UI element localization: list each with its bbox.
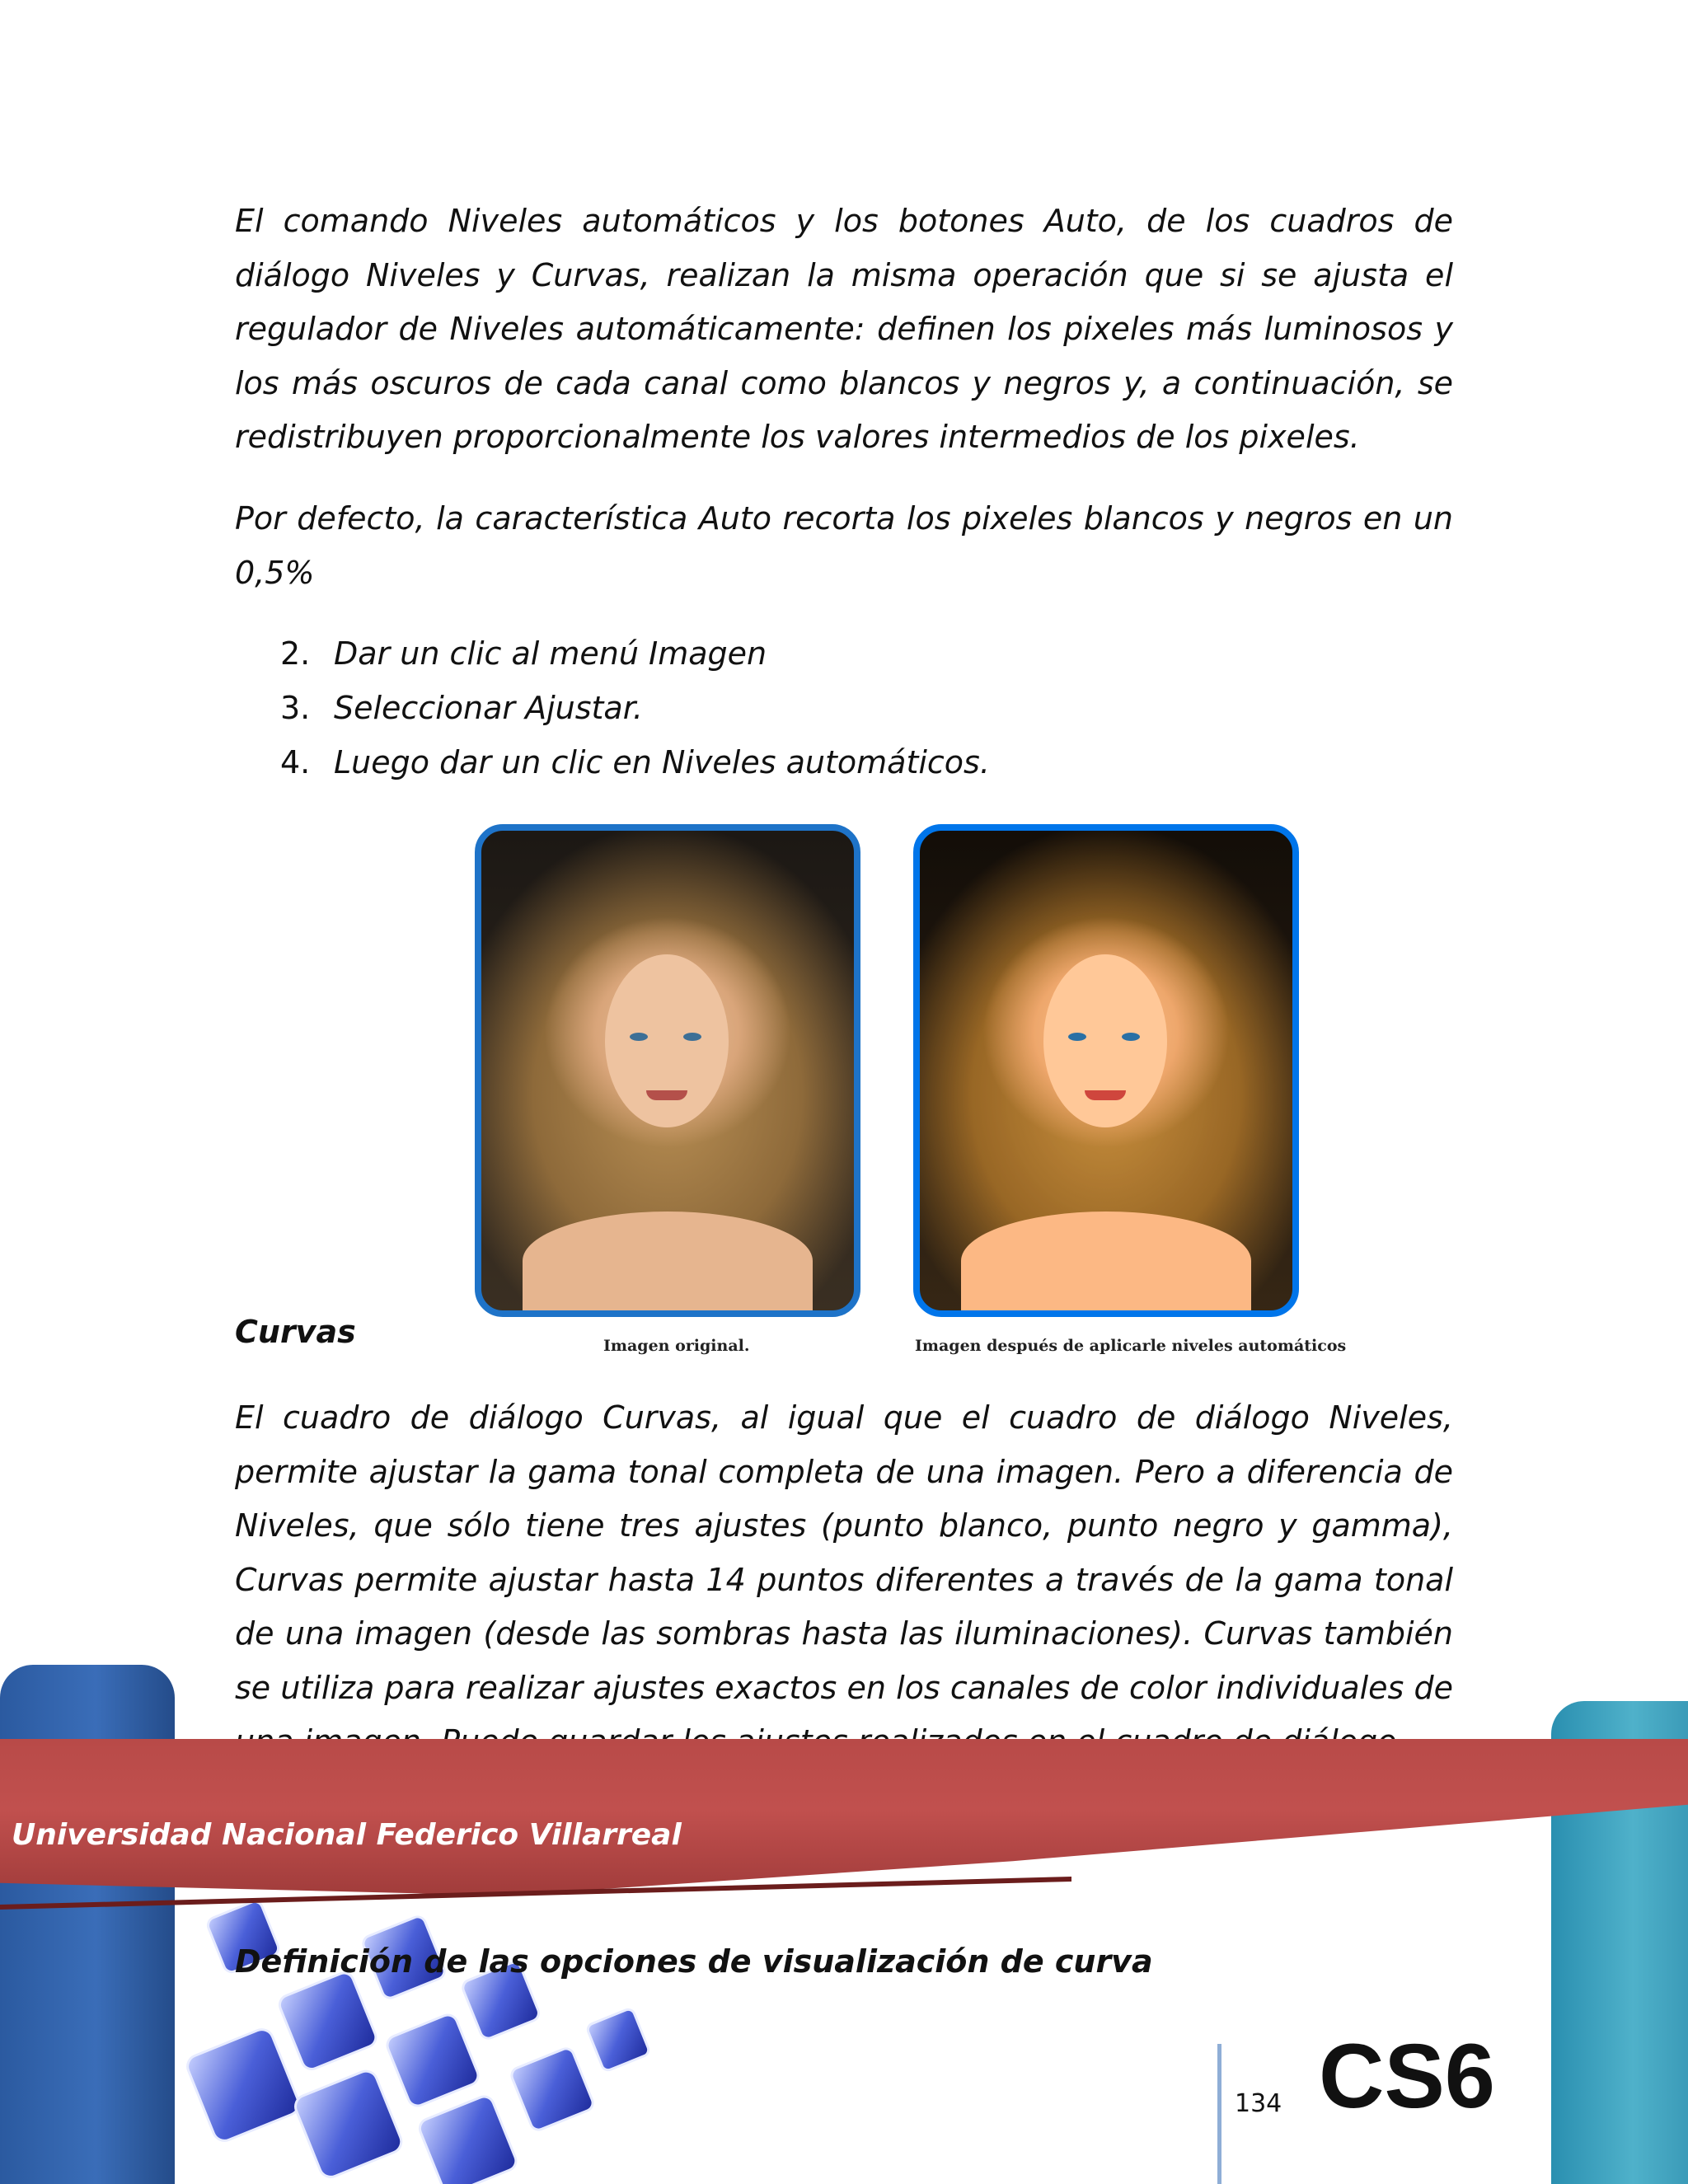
portrait-eye — [683, 1033, 701, 1041]
portrait-face — [1043, 954, 1167, 1127]
photo-original — [475, 824, 860, 1317]
list-item — [280, 681, 990, 735]
step-text: Seleccionar Ajustar. — [334, 690, 643, 726]
portrait-shoulders — [523, 1212, 813, 1310]
paragraph-auto-levels: El comando Niveles automáticos y los botones Auto, de los cuadros de diálogo Niveles y Curvas, realizan la misma operación que si se ajusta el regulador de Niveles automáticamente: definen los pixeles más luminosos y los más oscuros de cada canal como blancos y negros y, a continuación, se redistribuyen proporcionalmente los valores intermedios de los pixeles. — [235, 203, 1453, 455]
page-number: 134 — [1235, 2089, 1282, 2118]
photo-auto-levels — [913, 824, 1299, 1317]
paragraph-auto-clip: Por defecto, la característica Auto recorta los pixeles blancos y negros en un 0,5% — [235, 500, 1453, 591]
step-text: Luego dar un clic en Niveles automáticos. — [334, 744, 990, 780]
portrait-mouth — [646, 1090, 687, 1100]
steps-list — [280, 626, 990, 790]
caption-after: Imagen después de aplicarle niveles automáticos — [915, 1337, 1347, 1355]
step-number: 4. — [280, 744, 311, 780]
heading-definicion: Definición de las opciones de visualización de curva — [235, 1943, 1153, 1980]
portrait-eye — [630, 1033, 648, 1041]
page-number-divider — [1217, 2044, 1221, 2184]
list-item — [280, 626, 990, 681]
step-number: 3. — [280, 690, 311, 726]
portrait-face — [605, 954, 729, 1127]
step-text: Dar un clic al menú Imagen — [334, 635, 767, 672]
paragraph-curvas: El cuadro de diálogo Curvas, al igual que el cuadro de diálogo Niveles, permite ajustar la gama tonal completa de una imagen. Pero a diferencia de Niveles, que sólo tiene tres ajustes (punto blanco, punto negro y gamma), Curvas permite ajustar hasta 14 puntos diferentes a través de la gama tonal de una imagen (desde las sombras hasta las iluminaciones). Curvas también se utiliza para realizar ajustes exactos en los canales de color individuales de — [235, 1399, 1453, 1706]
cubes-graphic — [165, 1891, 791, 2184]
list-item — [280, 735, 990, 790]
portrait-mouth — [1085, 1090, 1126, 1100]
portrait-shoulders — [961, 1212, 1251, 1310]
brand-logo-text: CS6 — [1319, 2026, 1495, 2127]
university-name: Universidad Nacional Federico Villarreal — [12, 1818, 682, 1852]
footer-band — [0, 1739, 1688, 1896]
portrait-eye — [1068, 1033, 1086, 1041]
step-number: 2. — [280, 635, 311, 672]
portrait-eye — [1122, 1033, 1140, 1041]
heading-curvas: Curvas — [235, 1314, 356, 1350]
caption-original: Imagen original. — [603, 1337, 750, 1355]
